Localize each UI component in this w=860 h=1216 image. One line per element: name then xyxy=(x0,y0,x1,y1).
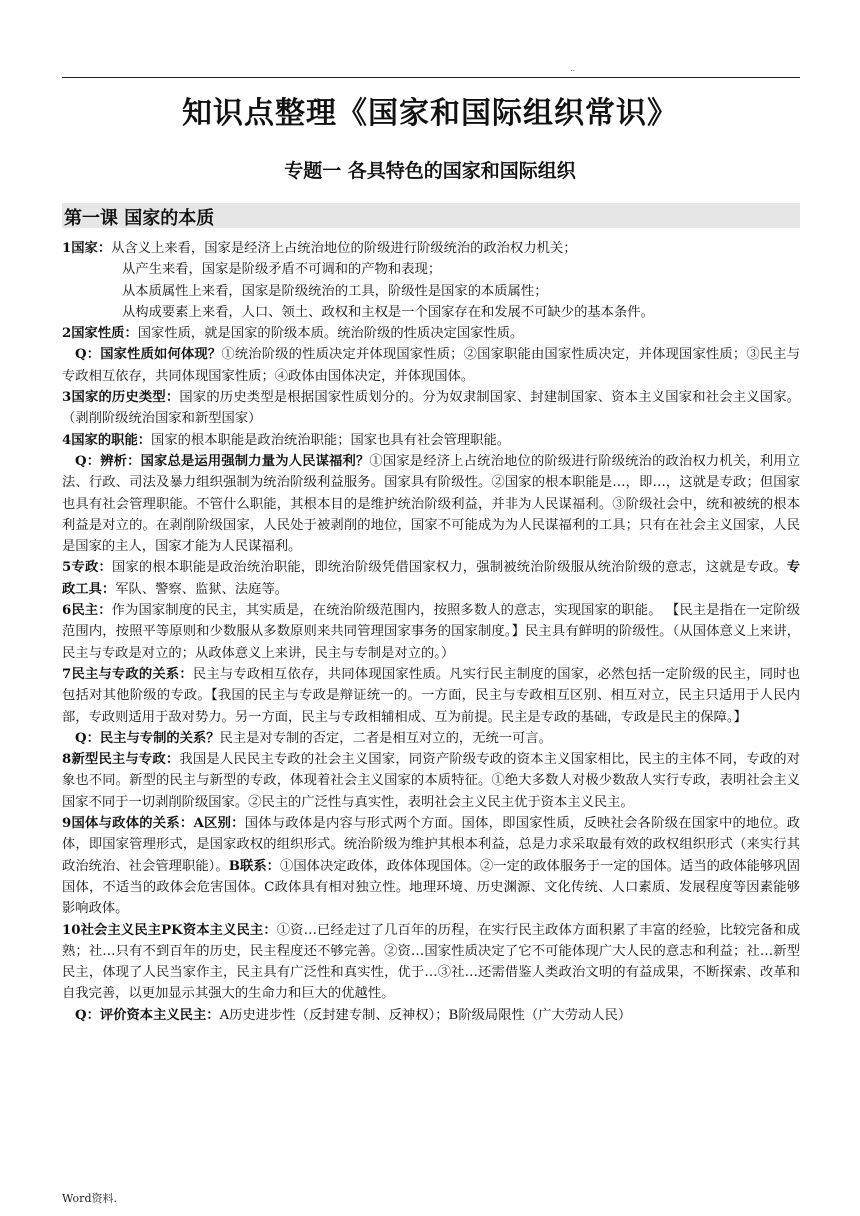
text-segment: 国体与政体是内容与形式两个方面。国体，即国家性质，反映社会各阶级在国家中的地位。政体，即国家管理形式，是国家政权的组织形式。统治阶级为维护其根本利益，总是力求采取最有效的政权组织形式（来实行其政治统治、社会管理职能）。 xyxy=(62,816,801,874)
paragraph xyxy=(62,281,800,302)
bold-term: A区别： xyxy=(193,816,245,832)
text-segment: 国家的历史类型是根据国家性质划分的。分为奴隶制国家、封建制国家、资本主义国家和社会主义国家。（剥削阶级统治国家和新型国家） xyxy=(62,390,800,427)
paragraph xyxy=(62,323,800,344)
document-body xyxy=(62,238,800,1026)
text-segment: 作为国家制度的民主，其实质是，在统治阶级范围内，按照多数人的意志，实现国家的职能。 【民主是指在一定阶级范围内，按照平等原则和少数服从多数原则来共同管理国家事务的国家制度。】民主具有鲜明的阶级性。（从国体意义上来讲，民主与专政是对立的；从政体意义上来讲，民主与专制是对立的。） xyxy=(62,603,800,661)
paragraph xyxy=(62,664,800,728)
text-segment: A历史进步性（反封建专制、反神权）；B阶级局限性（广大劳动人民） xyxy=(219,1007,632,1023)
bold-term: 7民主与专政的关系： xyxy=(62,666,193,682)
header-mark: .. xyxy=(570,64,576,73)
paragraph xyxy=(62,920,800,1005)
bold-term: Q：辨析：国家总是运用强制力量为人民谋福利？ xyxy=(75,453,370,469)
text-segment: 国家性质，就是国家的阶级本质。统治阶级的性质决定国家性质。 xyxy=(137,326,524,342)
question-paragraph xyxy=(62,344,800,387)
paragraph xyxy=(62,557,800,600)
lesson-title: 第一课 国家的本质 xyxy=(64,208,215,229)
paragraph xyxy=(62,813,800,919)
text-segment: ①统治阶级的性质决定并体现国家性质；②国家职能由国家性质决定，并体现国家性质；③民主与专政相互依存，共同体现国家性质；④政体由国体决定，并体现国体。 xyxy=(62,347,800,384)
text-segment: 从产生来看，国家是阶级矛盾不可调和的产物和表现； xyxy=(122,262,442,278)
bold-term: 5专政： xyxy=(62,560,112,576)
bold-term: 1国家： xyxy=(62,241,112,256)
paragraph xyxy=(62,430,800,451)
page-footer: Word资料. xyxy=(62,1192,117,1205)
bold-term: Q：评价资本主义民主： xyxy=(75,1007,220,1023)
question-paragraph xyxy=(62,728,800,749)
text-segment: 从含义上来看，国家是经济上占统治地位的阶级进行阶级统治的政治权力机关； xyxy=(111,241,577,256)
paragraph xyxy=(62,600,800,664)
text-segment: 国家的根本职能是政治统治职能；国家也具有社会管理职能。 xyxy=(151,432,511,448)
question-paragraph xyxy=(62,451,800,557)
header-rule xyxy=(62,77,800,78)
text-segment: 从本质属性上来看，国家是阶级统治的工具，阶级性是国家的本质属性； xyxy=(122,283,548,299)
bold-term: 9国体与政体的关系： xyxy=(62,816,194,832)
bold-term: Q：国家性质如何体现？ xyxy=(75,347,222,363)
text-segment: ①国家是经济上占统治地位的阶级进行阶级统治的政治权力机关，利用立法、行政、司法及暴力组织强制为统治阶级利益服务。国家具有阶级性。②国家的根本职能是…，即…，这就是专政；但国家也具有社会管理职能。不管什么职能，其根本目的是维护统治阶级利益，并非为人民谋福利。③阶级社会中，统和被统的根本利益是对立的。在剥削阶级国家，人民处于被剥削的地位，国家不可能成为为人民谋福利的工具；只有在社会主义国家，人民是国家的主人，国家才能为人民谋福利。 xyxy=(62,453,800,555)
bold-term: 8新型民主与专政： xyxy=(62,752,180,768)
document-subtitle: 专题一 各具特色的国家和国际组织 xyxy=(284,160,576,182)
bold-term: 3国家的历史类型： xyxy=(62,390,180,406)
bold-term: B联系： xyxy=(228,858,280,874)
text-segment: 民主与专政相互依存，共同体现国家性质。凡实行民主制度的国家，必然包括一定阶级的民主，同时也包括对其他阶级的专政。【我国的民主与专政是辩证统一的。一方面，民主与专政相互区别、相互对立，民主只适用于人民内部，专政则适用于敌对势力。另一方面，民主与专政相辅相成、互为前提。民主是专政的基础，专政是民主的保障。】 xyxy=(62,666,800,725)
bold-term: 10社会主义民主PK资本主义民主： xyxy=(62,922,277,938)
text-segment: 国家的根本职能是政治统治职能，即统治阶级凭借国家权力，强制被统治阶级服从统治阶级的意志，这就是专政。 xyxy=(111,560,787,576)
bold-term: 专政工具： xyxy=(62,560,800,597)
bold-term: 6民主： xyxy=(62,603,112,619)
text-segment: 民主是对专制的否定，二者是相互对立的，无统一可言。 xyxy=(219,730,552,746)
paragraph xyxy=(62,238,800,259)
question-paragraph xyxy=(62,1005,800,1026)
text-segment: 军队、警察、监狱、法庭等。 xyxy=(115,581,289,597)
paragraph xyxy=(62,259,800,280)
bold-term: 2国家性质： xyxy=(62,326,138,342)
paragraph xyxy=(62,387,800,430)
text-segment: ①资…已经走过了几百年的历程，在实行民主政体方面积累了丰富的经验，比较完备和成熟；社…只有不到百年的历史，民主程度还不够完善。②资…国家性质决定了它不可能体现广大人民的意志和利益；社…新型民主，体现了人民当家作主，民主具有广泛性和真实性，优于…③社…还需借鉴人类政治文明的有益成果，不断探索、改革和自我完善，以更加显示其强大的生命力和巨大的优越性。 xyxy=(62,922,801,1002)
bold-term: 4国家的职能： xyxy=(62,432,152,448)
paragraph xyxy=(62,749,800,813)
text-segment: ①国体决定政体，政体体现国体。②一定的政体服务于一定的国体。适当的政体能够巩固国体，不适当的政体会危害国体。C政体具有相对独立性。地理环境、历史渊源、文化传统、人口素质、发展程度等因素能够影响政体。 xyxy=(62,858,800,917)
bold-term: Q：民主与专制的关系？ xyxy=(75,730,220,746)
document-title: 知识点整理《国家和国际组织常识》 xyxy=(182,96,678,131)
text-segment: 从构成要素上来看，人口、领土、政权和主权是一个国家存在和发展不可缺少的基本条件。 xyxy=(122,304,654,320)
paragraph xyxy=(62,302,800,323)
text-segment: 我国是人民民主专政的社会主义国家，同资产阶级专政的资本主义国家相比，民主的主体不同，专政的对象也不同。新型的民主与新型的专政，体现着社会主义国家的本质特征。①绝大多数人对极少数敌人实行专政，表明社会主义国家不同于一切剥削阶级国家。②民主的广泛性与真实性，表明社会主义民主优于资本主义民主。 xyxy=(62,752,800,810)
